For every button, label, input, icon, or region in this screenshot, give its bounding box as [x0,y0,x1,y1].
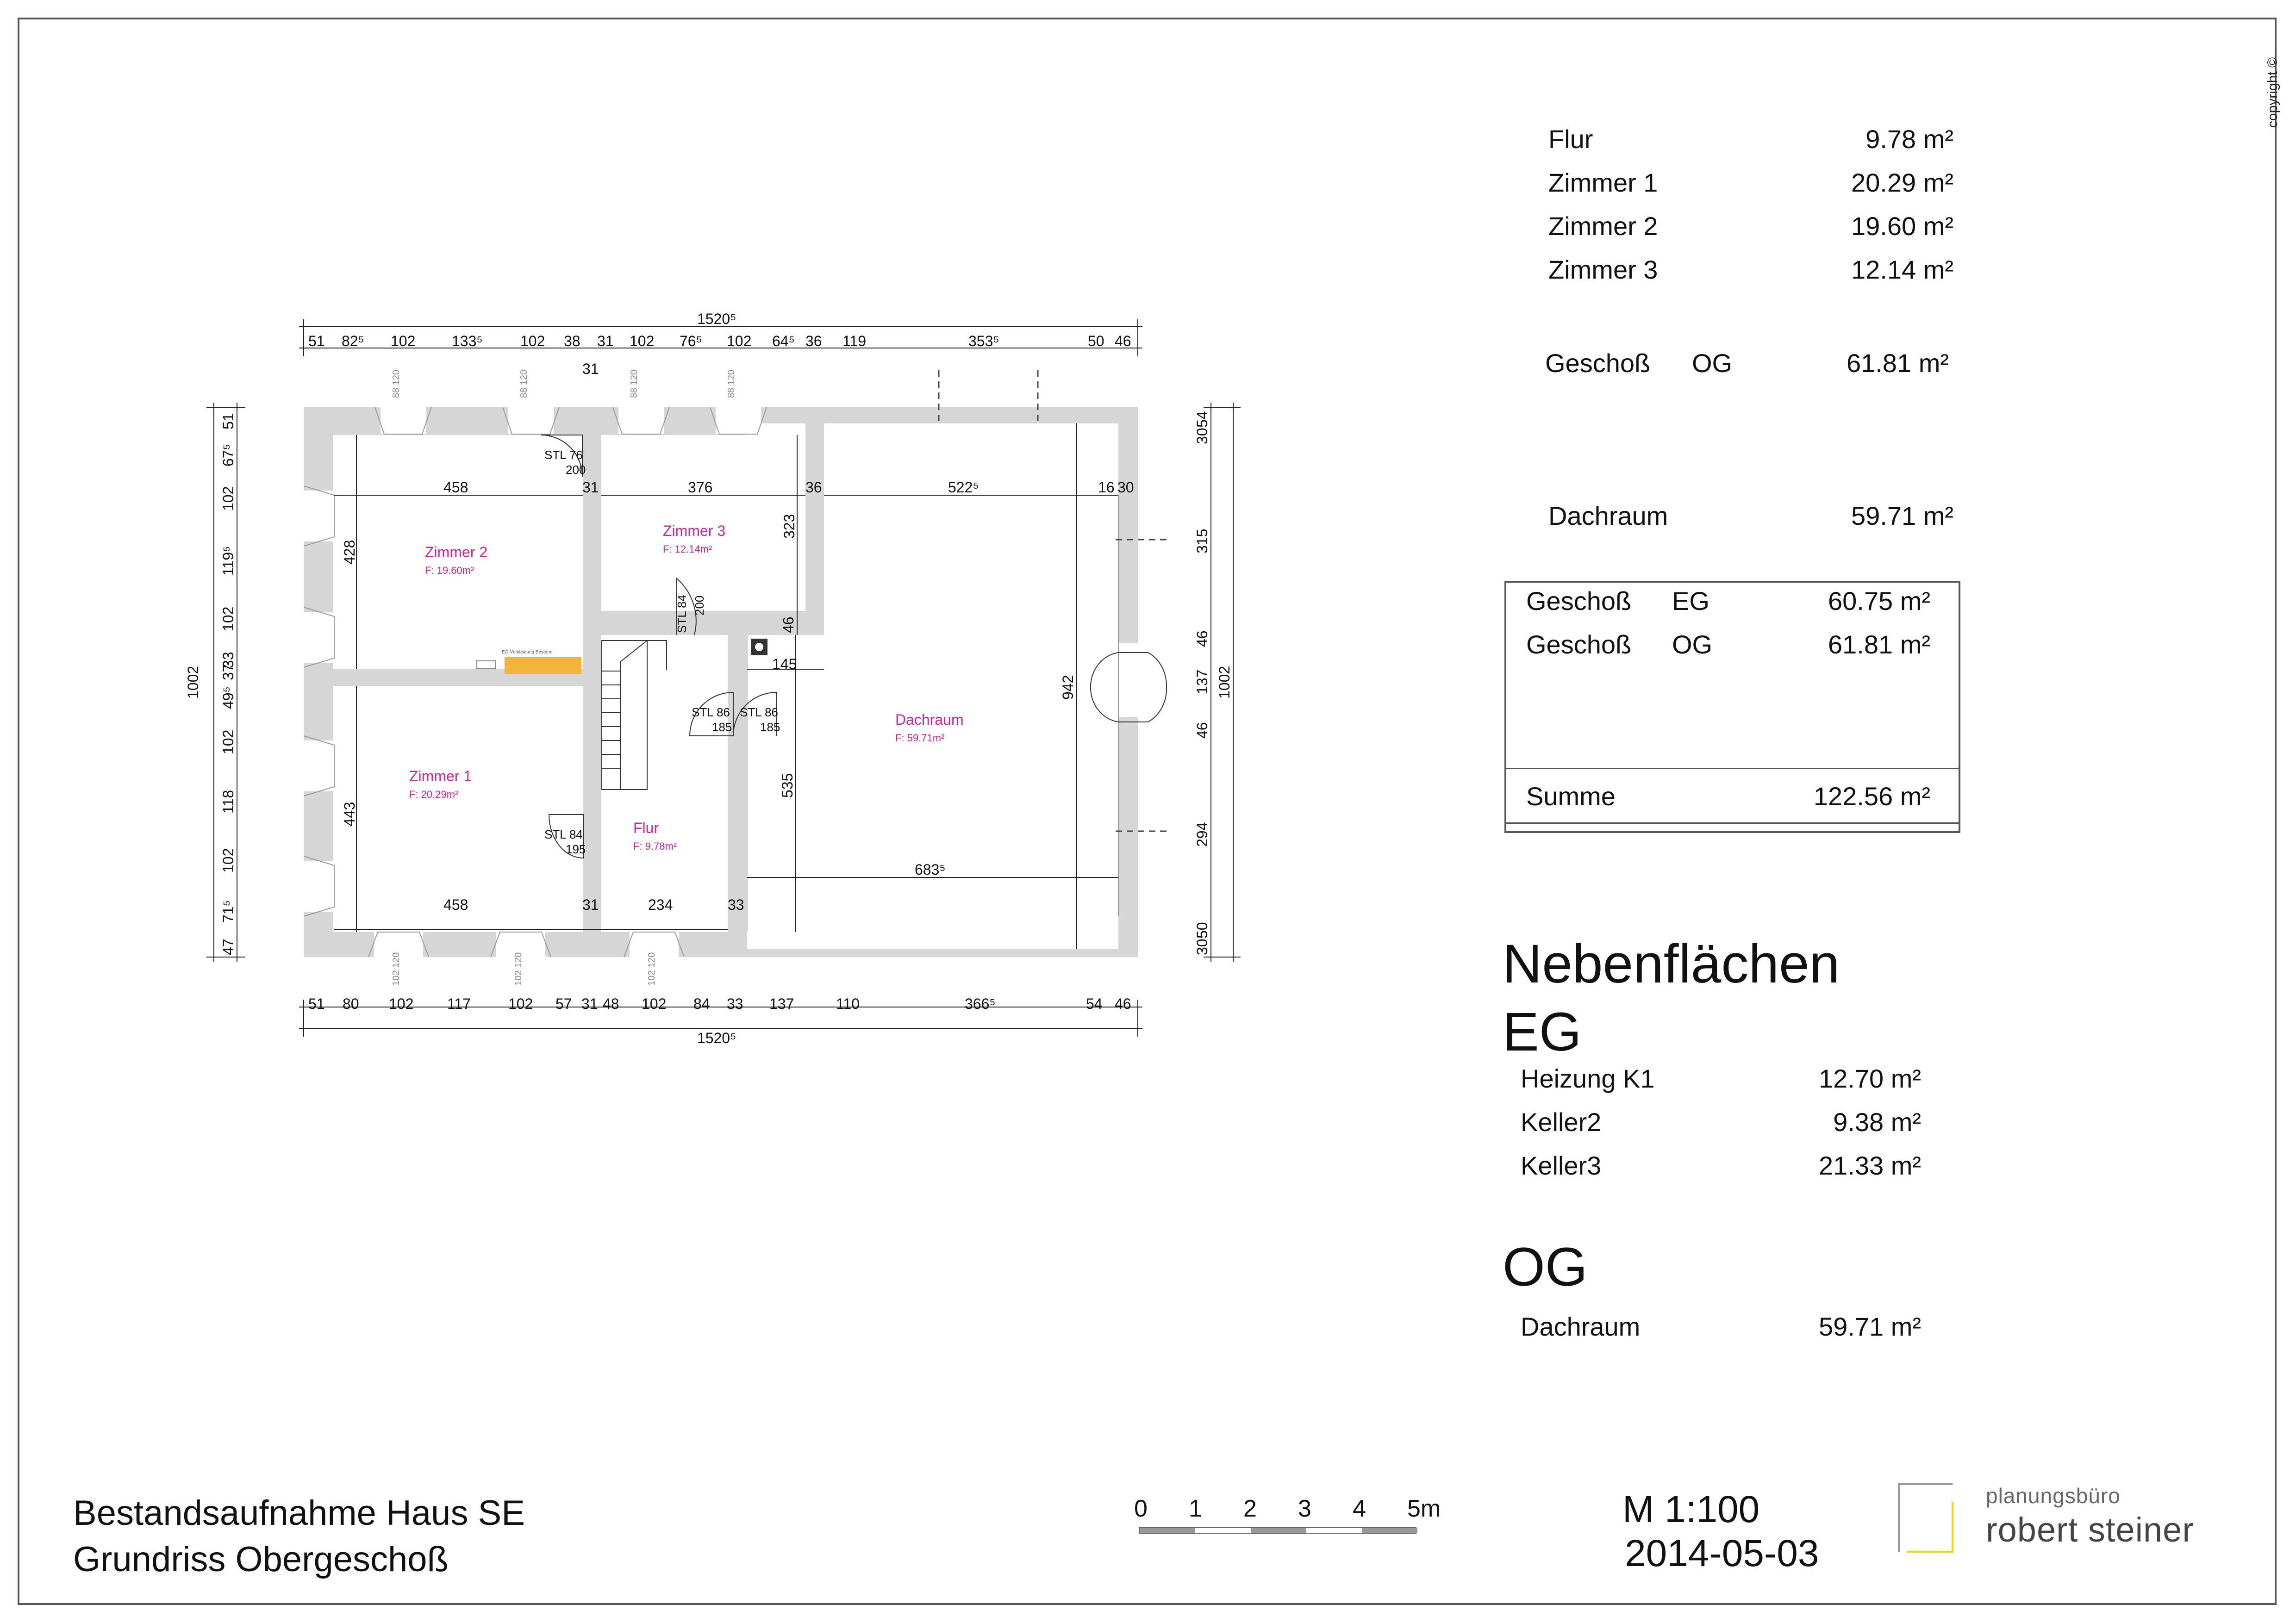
dim-left: 33 [220,652,237,668]
geschoss-level: OG [1692,348,1733,378]
room-area-dachraum: F: 59.71m² [895,732,945,744]
area-name: Flur [1548,124,1593,154]
dim-chain-bottom [308,995,1131,1012]
dim-bottom: 46 [1115,995,1131,1012]
dim-left: 37 [220,664,237,680]
scale-segment [1251,1528,1306,1533]
summary-divider [1506,768,1959,769]
dim-bottom: 366⁵ [965,995,996,1012]
dim-top: 102 [391,333,416,349]
nebenflaeche-name: Keller3 [1521,1151,1602,1180]
scale-tick: 0 [1134,1495,1148,1522]
dim-top: 38 [564,333,580,349]
area-value: 9.78 m² [1866,124,1953,154]
dim-left: 102 [220,606,237,631]
dachraum-value: 59.71 m² [1851,501,1953,530]
dim-inner: 458 [443,479,468,496]
scale-tick: 1 [1189,1495,1202,1522]
scale-segment [1362,1528,1417,1533]
dim-inner: 16 [1098,479,1115,496]
nebenflaeche-name: Heizung K1 [1521,1064,1655,1093]
dim-bottom: 110 [836,995,860,1012]
dim-right: 137 [1194,669,1210,694]
title-line2: Grundriss Obergeschoß [73,1540,449,1579]
dim-top: 64⁵ [772,333,795,349]
summary-label: Geschoß [1526,586,1632,616]
dim-inner: 234 [648,896,673,913]
hatch-label: EG-Verkleidung Bestand [502,650,553,655]
floor-plan [0,0,1296,1064]
area-name: Zimmer 3 [1548,255,1658,284]
company-logo [1898,1483,2240,1557]
summary-level: OG [1672,630,1713,659]
area-value: 12.14 m² [1851,255,1953,284]
nebenflaeche-name: Keller2 [1521,1107,1602,1137]
summary-value: 61.81 m² [1828,630,1930,659]
dim-top: 51 [308,333,325,349]
dachraum-name: Dachraum [1548,501,1668,530]
dim-right: 50 [1194,922,1210,939]
scale-tick: 4 [1353,1495,1366,1522]
dim-left: 102 [220,848,237,873]
dim-inner: 428 [341,540,358,565]
dim-bottom: 102 [508,995,533,1012]
nebenflaeche-value: 59.71 m² [1819,1312,1921,1341]
area-name: Zimmer 2 [1548,211,1658,241]
dim-inner: 683⁵ [915,861,946,878]
dim-bottom: 84 [693,995,710,1012]
dim-top: 102 [727,333,752,349]
dim-chain-top [308,333,1131,349]
dim-inner: 376 [688,479,713,496]
dim-inner: 46 [780,616,797,633]
dim-inner: 458 [443,896,468,913]
dim-left: 67⁵ [220,444,237,466]
dim-right: 46 [1194,722,1210,739]
dim-right: 46 [1194,630,1210,647]
dim-top: 31 [597,333,614,349]
area-value: 19.60 m² [1851,211,1953,241]
scale-bar [1129,1495,1463,1536]
drawing-title [73,1490,525,1583]
logo-line2: robert steiner [1986,1511,2194,1549]
dim-left: 102 [220,486,237,511]
dim-overall-left: 1002 [185,665,201,699]
dim-overall-top: 1520⁵ [697,311,736,327]
logo-corner-icon [1898,1483,1953,1553]
dim-top: 82⁵ [342,333,364,349]
room-area-flur: F: 9.78m² [633,840,677,852]
summary-sum-value: 122.56 m² [1813,782,1930,811]
stl-label: STL 86 [692,705,730,719]
stl-value: 200 [566,463,586,477]
dim-top: 119 [842,333,867,349]
nebenflaechen-eg-heading: EG [1503,1001,1582,1063]
scale-tick: 5m [1407,1495,1441,1522]
dim-right: 30 [1194,939,1210,955]
area-name: Zimmer 1 [1548,168,1658,197]
dim-left: 71⁵ [220,900,237,923]
window-tag: 88 120 [726,369,736,398]
summary-level: EG [1672,586,1710,616]
geschoss-label: Geschoß [1545,348,1651,378]
copyright-text: copyright © [2265,57,2280,128]
dim-right: 30 [1194,428,1210,444]
dim-bottom: 54 [1086,995,1103,1012]
nebenflaeche-value: 21.33 m² [1819,1151,1921,1180]
dim-inner: 30 [1117,479,1134,496]
dim-top: 76⁵ [680,333,702,349]
room-area-zimmer1: F: 20.29m² [409,789,459,800]
hatch-veneer [505,657,581,674]
dim-bottom: 102 [389,995,414,1012]
scale-tick: 2 [1243,1495,1257,1522]
scale-segment [1140,1528,1195,1533]
logo-line1: planungsbüro [1986,1484,2121,1508]
dim-bottom: 102 [642,995,667,1012]
stl-label: STL 84 [544,827,583,841]
dim-inner: 33 [728,896,744,913]
dim-overall-bottom: 1520⁵ [697,1030,736,1046]
dim-bottom: 117 [447,995,471,1012]
stl-value: 200 [693,595,706,616]
dim-inner: 323 [781,514,798,539]
geschoss-value: 61.81 m² [1847,348,1949,378]
window-tag: 102 120 [647,952,657,986]
room-label-zimmer3: Zimmer 3 [663,522,726,539]
dim-inner: 522⁵ [948,479,979,496]
dim-right: 315 [1194,529,1210,553]
drawing-scale: M 1:100 [1622,1488,1760,1530]
window-tag: 102 120 [513,952,524,986]
nebenflaeche-value: 12.70 m² [1819,1064,1921,1093]
dim-inner: 942 [1060,675,1076,700]
dim-bottom: 57 [555,995,572,1012]
scale-tick: 3 [1298,1495,1311,1522]
scale-segment [1306,1528,1362,1533]
dim-inner: 145 [772,656,797,672]
dim-bottom: 33 [727,995,743,1012]
room-label-zimmer1: Zimmer 1 [409,768,472,784]
dim-top: 353⁵ [968,333,999,349]
dim-right: 54 [1194,411,1210,428]
dim-left: 119⁵ [220,546,237,576]
room-label-zimmer2: Zimmer 2 [425,544,488,560]
stl-label: STL 86 [740,705,778,719]
stl-label: STL 84 [675,595,689,633]
stl-value: 195 [566,842,586,856]
title-line1: Bestandsaufnahme Haus SE [73,1493,525,1533]
dim-inner: 535 [779,773,796,798]
room-label-dachraum: Dachraum [895,711,964,728]
dim-bottom: 48 [603,995,619,1012]
dim-inner: 31 [582,896,599,913]
summary-sum-label: Summe [1526,782,1616,811]
dim-left: 102 [220,729,237,754]
stl-value: 185 [712,720,732,734]
summary-value: 60.75 m² [1828,586,1930,616]
wall-flur-dach [728,635,748,932]
dim-top: 102 [520,333,545,349]
window-tag: 88 120 [519,369,529,398]
dim-bottom: 51 [308,995,325,1012]
dim-left: 51 [220,413,237,429]
dim-chain-left [220,413,237,955]
stl-value: 185 [760,720,780,734]
room-area-zimmer3: F: 12.14m² [663,543,712,555]
room-label-flur: Flur [633,820,659,836]
window-tag: 88 120 [629,369,639,398]
nebenflaeche-value: 9.38 m² [1833,1107,1921,1137]
dim-top: 46 [1115,333,1131,349]
scale-segment [1195,1528,1251,1533]
nebenflaechen-heading: Nebenflächen [1503,933,1840,995]
dim-left: 49⁵ [220,686,237,709]
dim-bottom: 137 [769,995,794,1012]
dim-inner: 443 [341,802,358,827]
dim-top: 102 [630,333,655,349]
dim-top-extra: 31 [582,361,599,377]
dim-chain-right [1194,411,1210,955]
dim-inner: 36 [805,479,822,496]
nebenflaeche-name: Dachraum [1521,1312,1641,1341]
window-tag: 102 120 [391,952,401,986]
dim-bottom: 31 [581,995,598,1012]
summary-divider [1506,822,1959,824]
copyright-notice [2259,37,2287,148]
chimney-flue [755,643,763,651]
drawing-date: 2014-05-03 [1625,1532,1819,1574]
dim-left: 118 [220,790,237,814]
dim-overall-right: 1002 [1216,665,1233,699]
scale-bar-track [1139,1527,1416,1534]
stl-label: STL 76 [544,448,583,462]
dim-right: 294 [1194,822,1210,847]
room-area-zimmer2: F: 19.60m² [425,565,474,576]
dim-bottom: 80 [343,995,359,1012]
window-tag: 88 120 [391,369,401,398]
dim-inner: 31 [582,479,599,496]
dim-left: 47 [220,939,237,955]
dim-top: 133⁵ [452,333,483,349]
dim-top: 50 [1088,333,1104,349]
room-zimmer1 [333,686,583,932]
nebenflaechen-og-heading: OG [1503,1237,1588,1298]
dim-top: 36 [805,333,822,349]
summary-label: Geschoß [1526,630,1632,659]
area-value: 20.29 m² [1851,168,1953,197]
